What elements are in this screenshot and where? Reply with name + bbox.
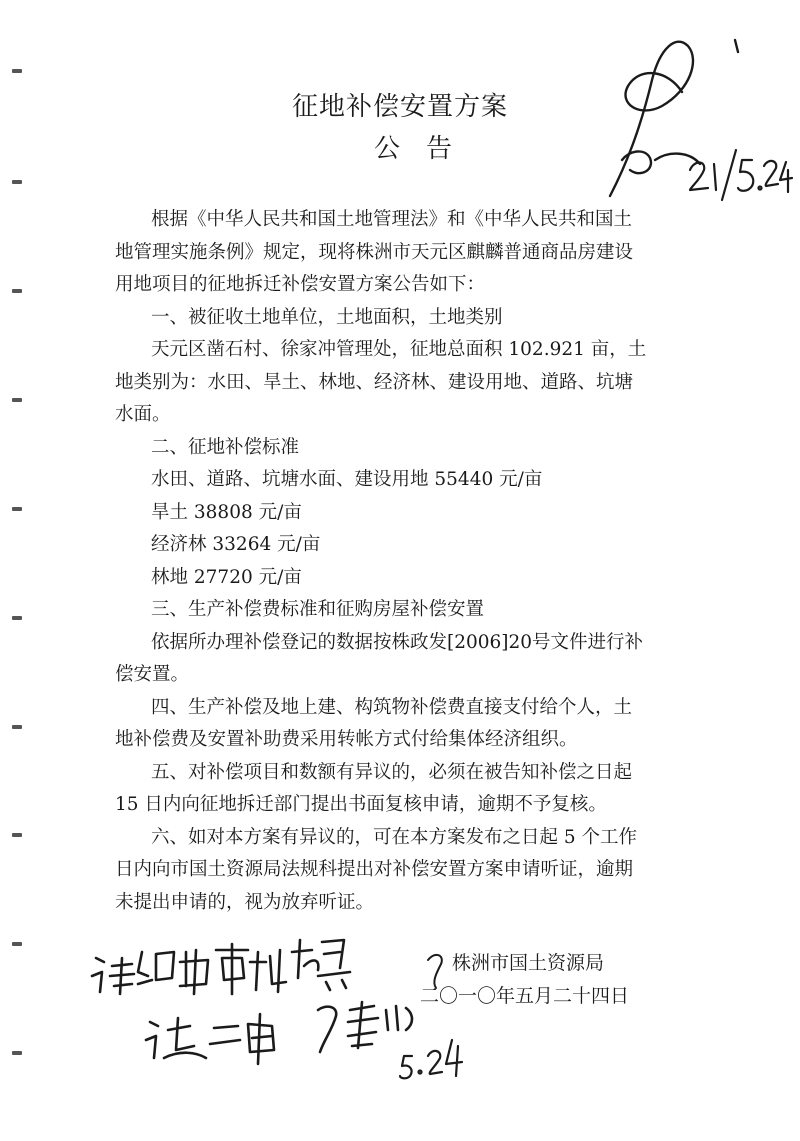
body-line: 天元区凿石村、徐家冲管理处，征地总面积 102.921 亩，土 — [151, 339, 647, 360]
document-subtitle: 公告 — [373, 134, 478, 164]
document-title: 征地补偿安置方案 — [291, 92, 508, 122]
handwritten-date-top — [690, 150, 792, 200]
body-line: 水面。 — [115, 404, 171, 425]
body-line: 四、生产补偿及地上建、构筑物补偿费直接支付给个人，土 — [151, 696, 633, 718]
issuing-authority: 株洲市国土资源局 — [452, 952, 605, 974]
body-line: 日内向市国土资源局法规科提出对补偿安置方案申请听证，逾期 — [115, 859, 634, 880]
handwritten-signature — [146, 1002, 412, 1064]
body-line: 用地项目的征地拆迁补偿安置方案公告如下： — [115, 274, 486, 295]
body-line: 六、如对本方案有异议的，可在本方案发布之日起 5 个工作 — [151, 826, 638, 848]
section-heading: 二、征地补偿标准 — [151, 436, 300, 458]
section-heading: 三、生产补偿费标准和征购房屋补偿安置 — [151, 599, 485, 620]
body-line: 偿安置。 — [115, 664, 190, 685]
body-line: 依据所办理补偿登记的数据按株政发[2006]20号文件进行补 — [151, 631, 644, 653]
issue-date: 二〇一〇年五月二十四日 — [420, 985, 630, 1007]
handwritten-date-bottom — [400, 1040, 462, 1078]
compensation-rate: 林地 27720 元/亩 — [151, 566, 302, 588]
body-line: 五、对补偿项目和数额有异议的，必须在被告知补偿之日起 — [151, 761, 633, 783]
body-line: 15 日内向征地拆迁部门提出书面复核申请，逾期不予复核。 — [115, 794, 607, 815]
body-line: 根据《中华人民共和国土地管理法》和《中华人民共和国土 — [151, 209, 633, 230]
compensation-rate: 旱土 38808 元/亩 — [151, 501, 302, 523]
handwritten-approval-note — [92, 940, 350, 994]
body-line: 地补偿费及安置补助费采用转帐方式付给集体经济组织。 — [115, 729, 578, 750]
issuer-initial-mark — [428, 955, 442, 988]
body-line: 地管理实施条例》规定，现将株洲市天元区麒麟普通商品房建设 — [115, 241, 634, 263]
section-heading: 一、被征收土地单位，土地面积，土地类别 — [151, 306, 503, 328]
compensation-rate: 经济林 33264 元/亩 — [151, 534, 321, 555]
body-line: 地类别为：水田、旱土、林地、经济林、建设用地、道路、坑塘 — [115, 371, 634, 393]
approval-signature-scribble — [610, 40, 738, 196]
compensation-rate: 水田、道路、坑塘水面、建设用地 55440 元/亩 — [151, 469, 543, 490]
body-line: 未提出申请的，视为放弃听证。 — [115, 891, 375, 913]
